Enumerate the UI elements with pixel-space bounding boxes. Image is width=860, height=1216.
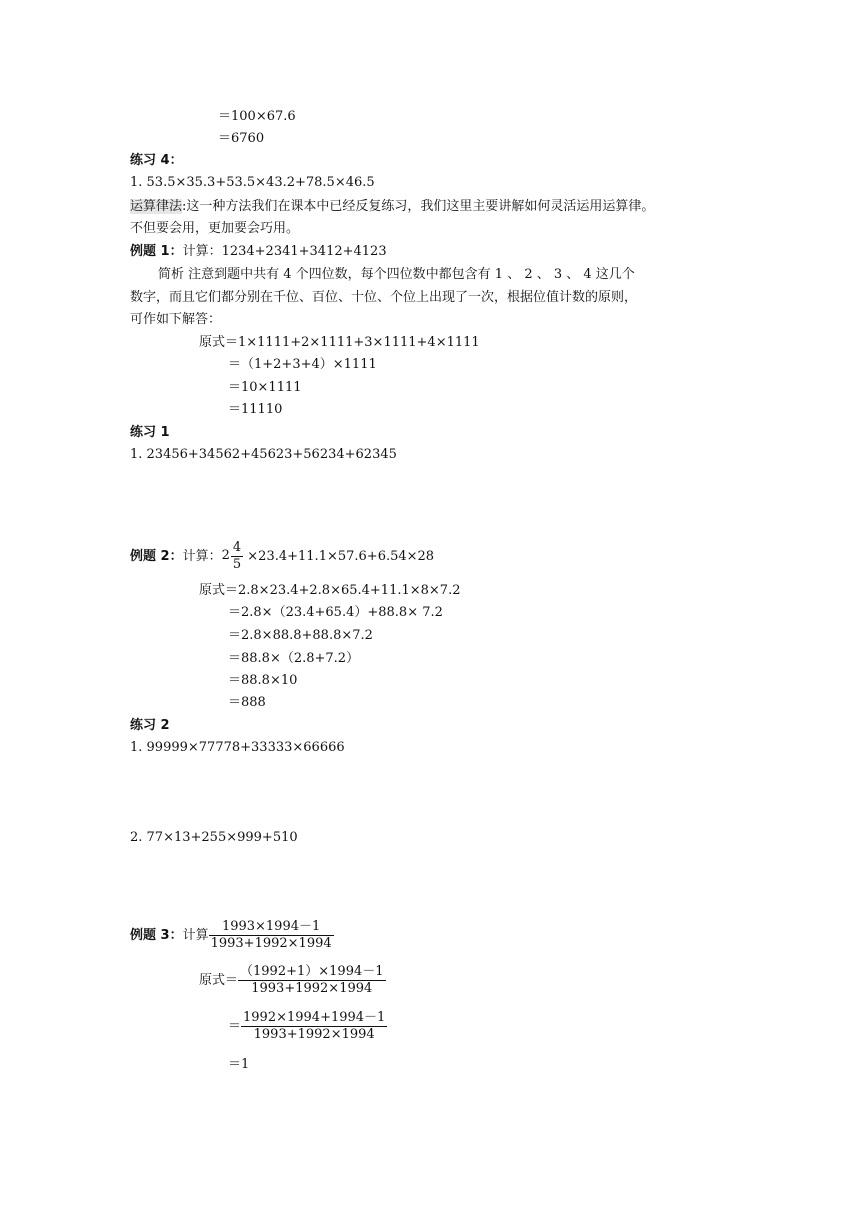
practice2-heading: 练习 2 [130,718,170,733]
example1-step-1: 原式＝1×1111+2×1111+3×1111+4×1111 [199,335,480,350]
example2-prompt-rest: ×23.4+11.1×57.6+6.54×28 [243,548,435,564]
example2-step-1: 原式＝2.8×23.4+2.8×65.4+11.1×8×7.2 [199,583,461,598]
example1-prompt: 计算：1234+2341+3412+4123 [182,244,387,259]
example3-title-line [130,918,334,954]
example2-mixed-denominator: 5 [232,556,242,572]
example3-fraction-1-numerator: 1993×1994－1 [209,919,334,936]
top-step-1: ＝100×67.6 [218,109,296,124]
practice4-item-1: 1. 53.5×35.3+53.5×43.2+78.5×46.5 [130,175,375,190]
example1-analysis-line-3: 可作如下解答： [130,312,222,327]
top-step-2: ＝6760 [218,131,265,146]
practice1-heading: 练习 1 [130,425,170,440]
example3-prompt-label: 计算 [182,928,209,943]
example2-step-5: ＝88.8×10 [228,673,298,688]
example3-step-2-label: ＝ [228,1019,242,1034]
example1-analysis-line-1: 简析 注意到题中共有 4 个四位数，每个四位数中都包含有 1 、 2 、 3 、 4 这几个 [158,267,635,282]
method-paragraph-line-2: 不但要会用，更加要会巧用。 [130,221,300,236]
method-text-1: :这一种方法我们在课本中已经反复练习，我们这里主要讲解如何灵活运用运算律。 [182,199,655,214]
example3-fraction-3 [241,1010,387,1043]
example3-step-3: ＝1 [228,1057,250,1072]
example3-step-2 [228,1009,387,1045]
method-title: 运算律法 [130,199,183,214]
example2-prompt-label: 计算： [182,548,222,564]
example3-fraction-2-denominator: 1993+1992×1994 [251,981,373,996]
example2-mixed-whole: 2 [221,548,230,563]
example3-fraction-3-denominator: 1993+1992×1994 [253,1027,375,1042]
example3-fraction-3-numerator: 1992×1994+1994－1 [243,1010,386,1025]
example1-title-line [130,243,387,261]
example1-step-3: ＝10×1111 [228,380,302,395]
practice1-item-1: 1. 23456+34562+45623+56234+62345 [130,447,397,462]
example2-title-line [130,537,434,576]
method-paragraph-line-1 [130,198,654,216]
example1-analysis-line-2: 数字，而且它们都分别在千位、百位、十位、个位上出现了一次，根据位值计数的原则， [130,290,638,305]
example2-step-3: ＝2.8×88.8+88.8×7.2 [228,628,373,643]
example3-fraction-1 [209,919,334,952]
example1-step-4: ＝11110 [228,402,283,417]
example3-fraction-2 [238,964,386,997]
example2-mixed-number [222,537,244,576]
practice2-item-2: 2. 77×13+255×999+510 [130,830,298,845]
example2-step-4: ＝88.8×（2.8+7.2） [228,651,360,666]
example3-heading: 例题 3： [130,928,183,943]
example2-step-2: ＝2.8×（23.4+65.4）+88.8× 7.2 [228,605,443,620]
example2-mixed-numerator: 4 [232,539,242,555]
example3-fraction-2-numerator: （1992+1）×1994－1 [240,964,384,979]
example1-heading: 例题 1： [130,244,183,259]
practice2-item-1: 1. 99999×77778+33333×66666 [130,740,345,755]
example3-step-1 [199,963,386,999]
example2-heading: 例题 2： [130,548,183,564]
example2-step-6: ＝888 [228,695,266,710]
example1-step-2: ＝（1+2+3+4）×1111 [228,357,377,372]
example2-mixed-fraction [231,540,243,573]
example3-fraction-1-denominator: 1993+1992×1994 [210,936,332,951]
example3-step-1-label: 原式＝ [199,973,239,988]
practice4-heading: 练习 4： [130,153,183,168]
